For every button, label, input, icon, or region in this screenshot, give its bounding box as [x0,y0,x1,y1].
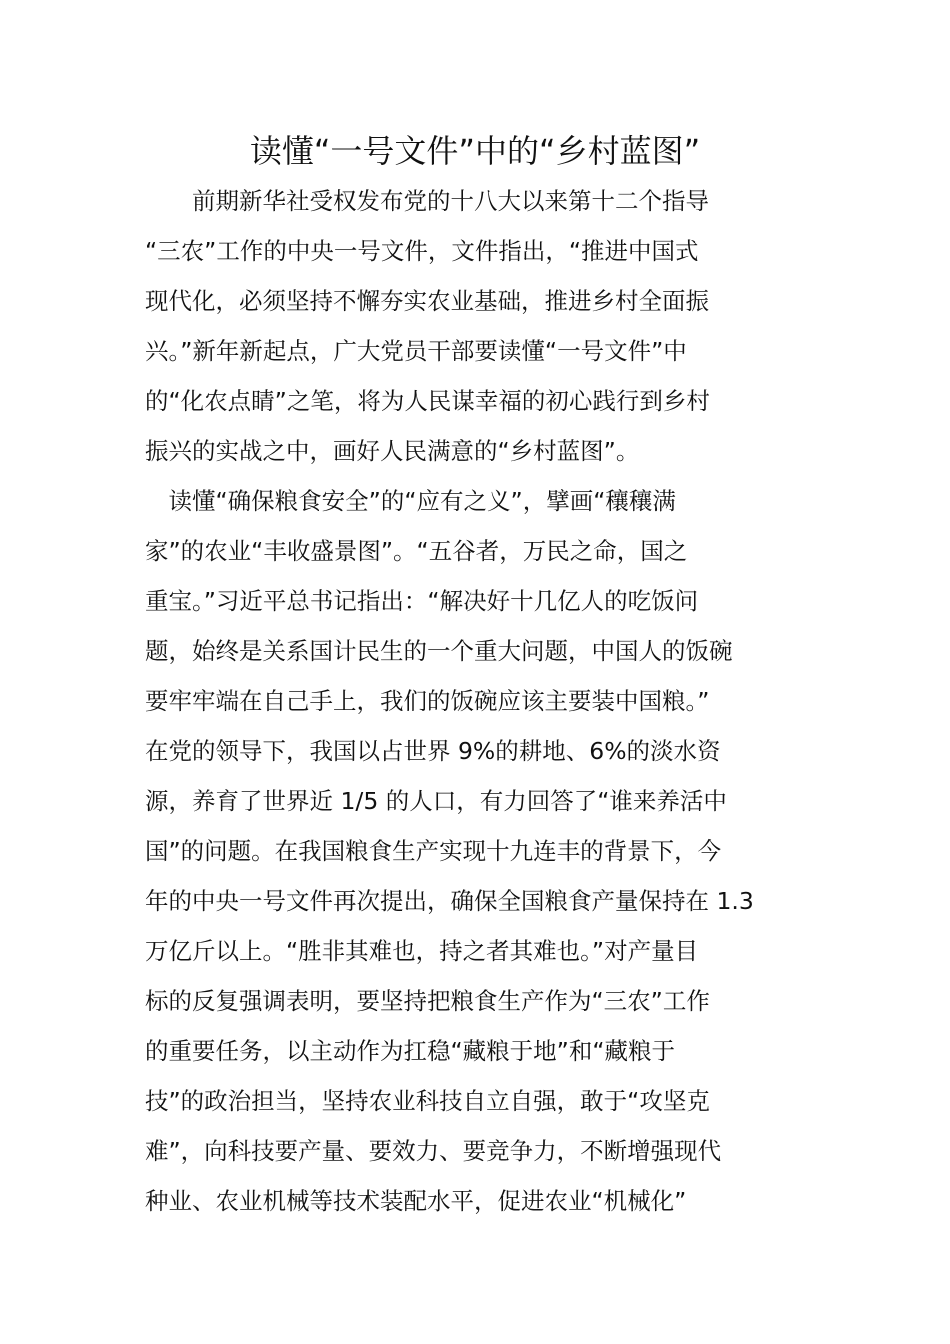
body-line: “三农”工作的中央一号文件，文件指出，“推进中国式 [145,237,699,265]
body-line: 标的反复强调表明，要坚持把粮食生产作为“三农”工作 [145,987,710,1015]
body-line: 现代化，必须坚持不懈夯实农业基础，推进乡村全面振 [145,287,709,315]
body-line: 兴。”新年新起点，广大党员干部要读懂“一号文件”中 [145,337,687,365]
body-line: 题，始终是关系国计民生的一个重大问题，中国人的饭碗 [145,637,733,665]
body-line: 要牢牢端在自己手上，我们的饭碗应该主要装中国粮。” [145,687,710,715]
body-line: 的“化农点睛”之笔，将为人民谋幸福的初心践行到乡村 [145,387,710,415]
body-line: 万亿斤以上。“胜非其难也，持之者其难也。”对产量目 [145,937,699,965]
body-line: 读懂“确保粮食安全”的“应有之义”，擘画“穰穰满 [145,487,676,515]
body-line: 在党的领导下，我国以占世界 9%的耕地、6%的淡水资 [145,737,721,765]
body-line: 重宝。”习近平总书记指出：“解决好十几亿人的吃饭问 [145,587,699,615]
body-line: 种业、农业机械等技术装配水平，促进农业“机械化” [145,1187,687,1215]
body-line: 振兴的实战之中，画好人民满意的“乡村蓝图”。 [145,437,640,465]
body-line: 技”的政治担当，坚持农业科技自立自强，敢于“攻坚克 [145,1087,710,1115]
body-line: 年的中央一号文件再次提出，确保全国粮食产量保持在 1.3 [145,887,754,915]
body-line: 前期新华社受权发布党的十八大以来第十二个指导 [145,187,709,215]
body-line: 家”的农业“丰收盛景图”。“五谷者，万民之命，国之 [145,537,688,565]
document-title: 读懂“一号文件”中的“乡村蓝图” [249,132,701,170]
body-line: 的重要任务，以主动作为扛稳“藏粮于地”和“藏粮于 [145,1037,676,1065]
body-line: 难”，向科技要产量、要效力、要竞争力，不断增强现代 [145,1137,722,1165]
body-line: 国”的问题。在我国粮食生产实现十九连丰的背景下，今 [145,837,722,865]
body-line: 源，养育了世界近 1/5 的人口，有力回答了“谁来养活中 [145,787,727,815]
